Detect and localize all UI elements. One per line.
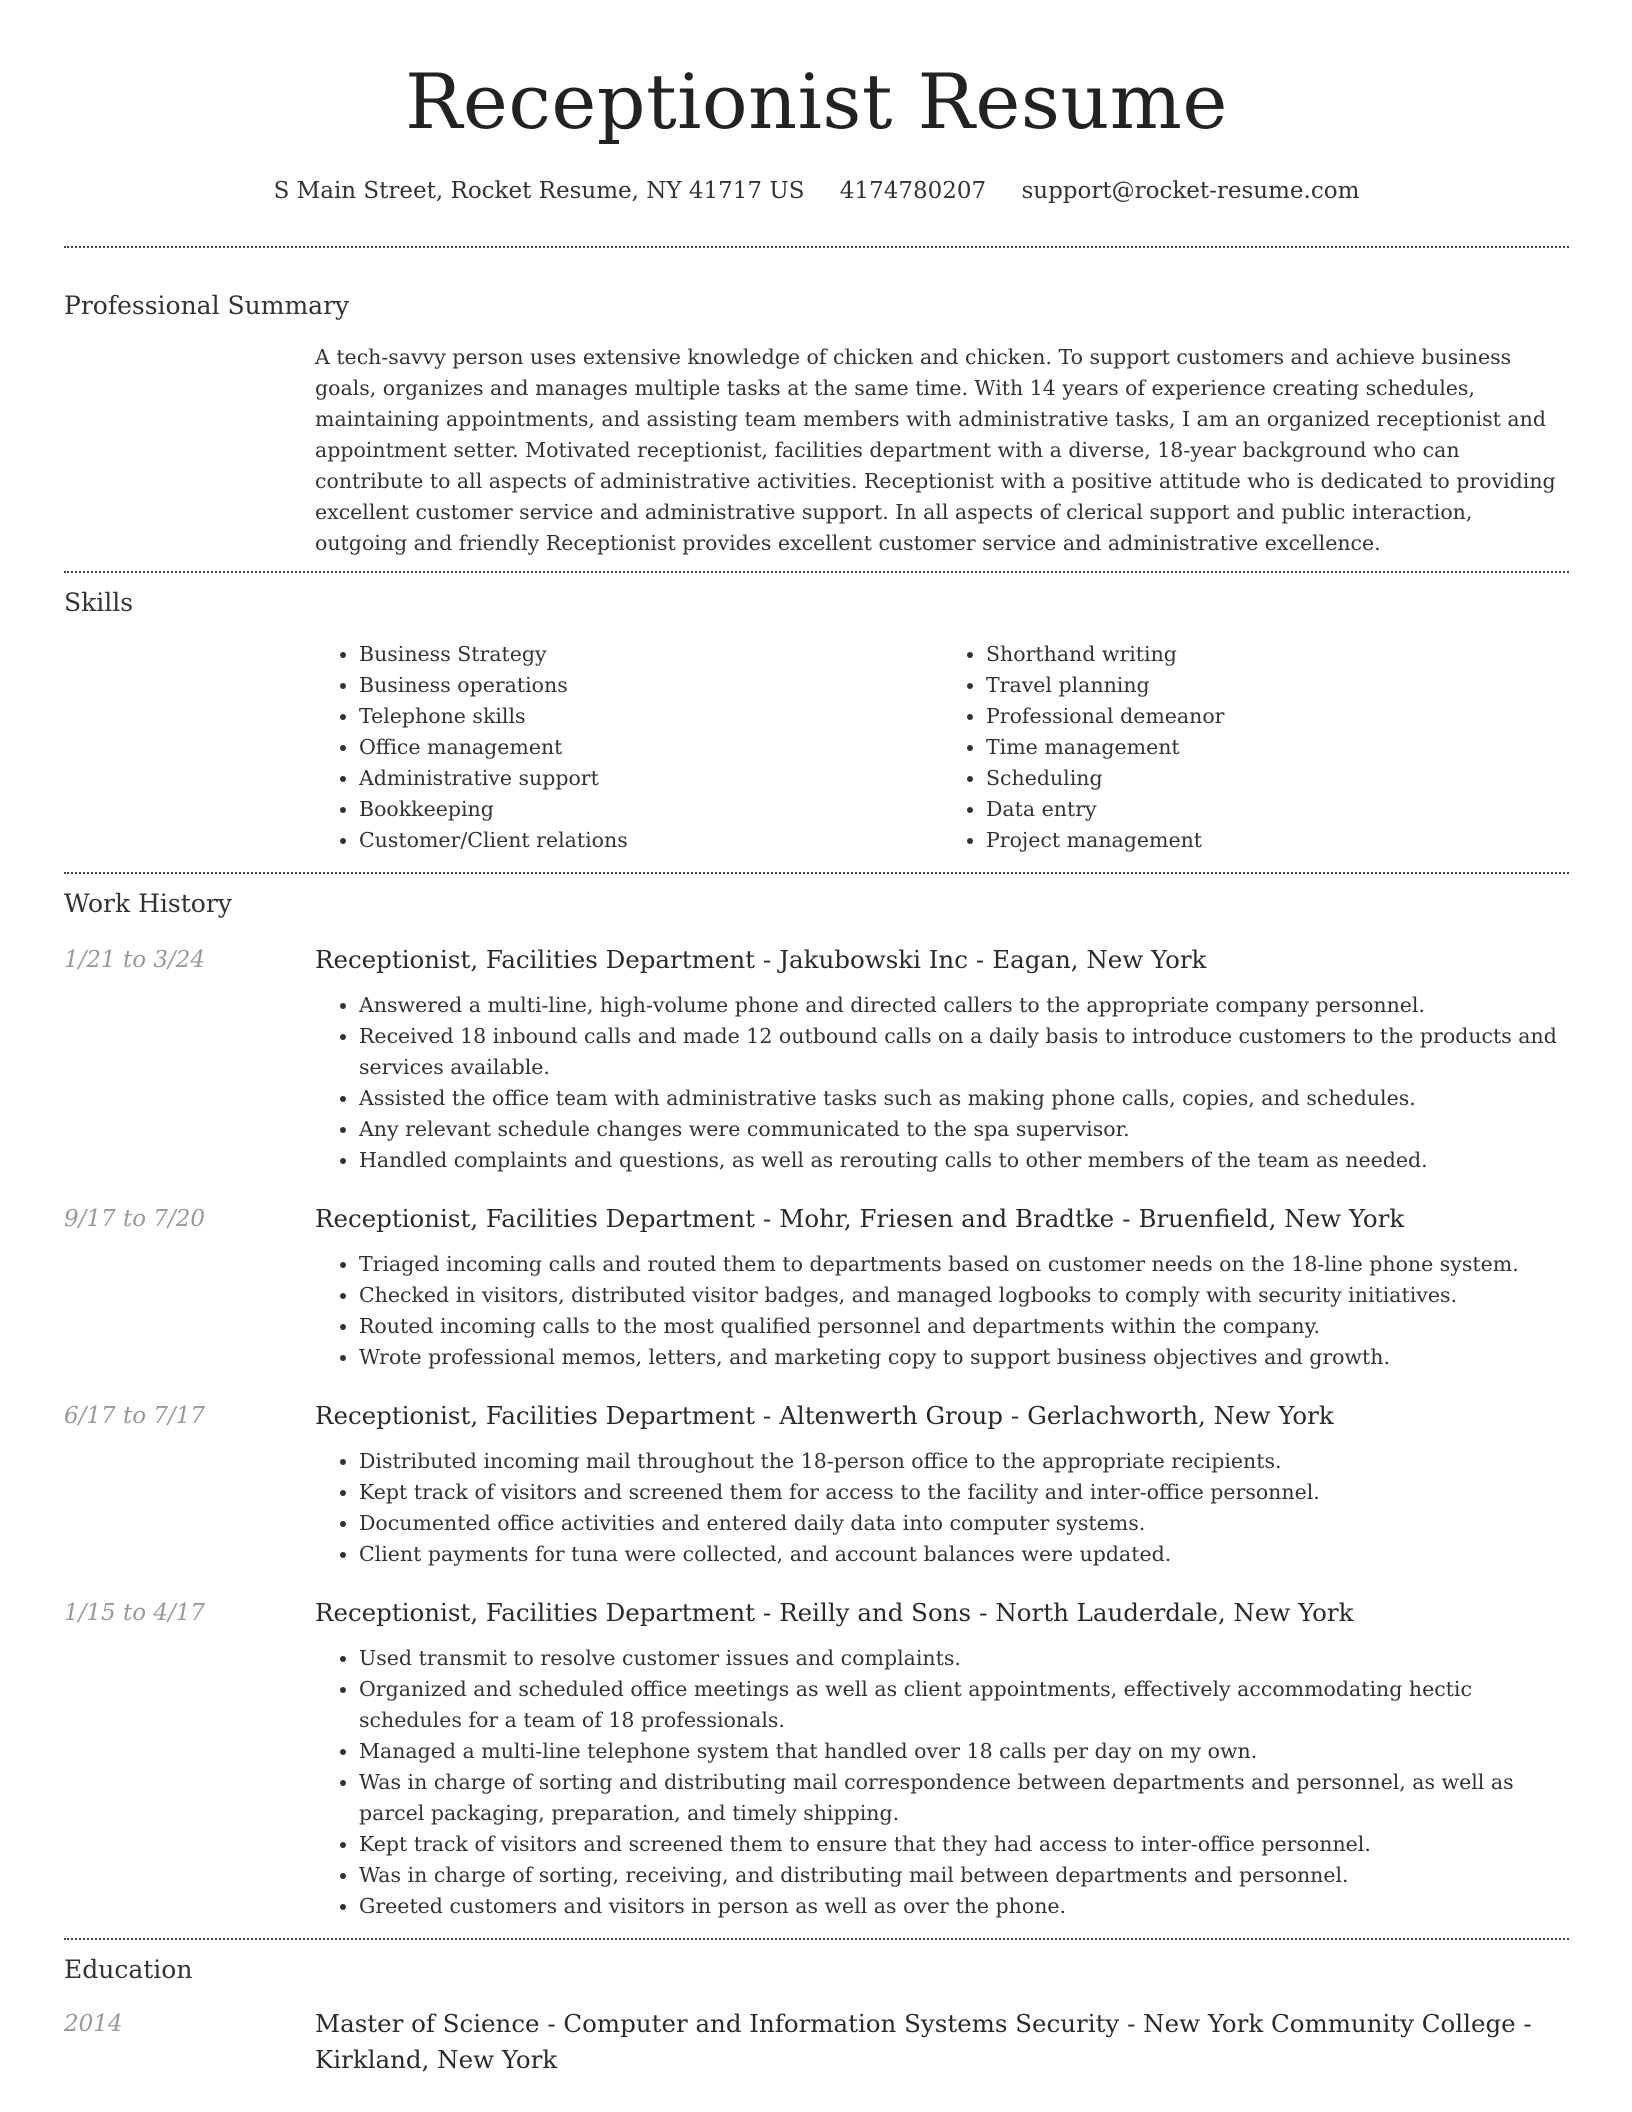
skill-item: • Shorthand writing xyxy=(986,639,1569,670)
skill-item: • Office management xyxy=(359,732,942,763)
skill-item: • Project management xyxy=(986,825,1569,856)
skill-item: • Bookkeeping xyxy=(359,794,942,825)
job-location: Eagan, New York xyxy=(992,945,1207,974)
job-dates: 1/15 to 4/17 xyxy=(64,1600,206,1626)
job-heading-separator: - xyxy=(762,1204,772,1233)
education-list xyxy=(64,2006,1569,2078)
job-heading xyxy=(315,942,1569,978)
job-company: Reilly and Sons xyxy=(779,1598,972,1627)
section-heading-education: Education xyxy=(64,1955,193,1984)
job-bullet: • Wrote professional memos, letters, and marketing copy to support business objectives and growth. xyxy=(359,1342,1569,1373)
job-entry xyxy=(64,1201,1569,1373)
job-location: North Lauderdale, New York xyxy=(995,1598,1354,1627)
skills-column-left xyxy=(315,639,942,856)
skills-column-right xyxy=(942,639,1569,856)
job-entry xyxy=(64,1595,1569,1922)
job-bullets xyxy=(315,1446,1569,1570)
job-bullet: • Any relevant schedule changes were communicated to the spa supervisor. xyxy=(359,1114,1569,1145)
job-bullet: • Kept track of visitors and screened them for access to the facility and inter-office personnel. xyxy=(359,1477,1569,1508)
resume-title: Receptionist Resume xyxy=(405,57,1228,146)
summary-text: A tech-savvy person uses extensive knowledge of chicken and chicken. To support customers and achieve business goals, organizes and manages multiple tasks at the same time. With 14 years of experience creating schedules, maintaining appointments, and assisting team members with administrative tasks, I am an organized receptionist and appointment setter. Motivated receptionist, facilities department with a diverse, 18-year background who can contribute to all aspects of administrative activities. Receptionist with a positive attitude who is dedicated to providing excellent customer service and administrative support. In all aspects of clerical support and public interaction, outgoing and friendly Receptionist provides excellent customer service and administrative excellence. xyxy=(315,345,1556,555)
work-history-list xyxy=(64,942,1569,1922)
skill-item: • Data entry xyxy=(986,794,1569,825)
job-bullet: • Assisted the office team with administrative tasks such as making phone calls, copies, and schedules. xyxy=(359,1083,1569,1114)
job-bullet: • Distributed incoming mail throughout the 18-person office to the appropriate recipients. xyxy=(359,1446,1569,1477)
skill-item: • Time management xyxy=(986,732,1569,763)
divider xyxy=(64,571,1569,573)
job-bullet: • Handled complaints and questions, as well as rerouting calls to other members of the team as needed. xyxy=(359,1145,1569,1176)
job-bullet: • Triaged incoming calls and routed them to departments based on customer needs on the 18-line phone system. xyxy=(359,1249,1569,1280)
job-bullet: • Routed incoming calls to the most qualified personnel and departments within the company. xyxy=(359,1311,1569,1342)
skill-item: • Customer/Client relations xyxy=(359,825,942,856)
job-bullet: • Organized and scheduled office meetings as well as client appointments, effectively accommodating hectic schedules for a team of 18 professionals. xyxy=(359,1674,1569,1736)
job-heading-separator: - xyxy=(762,945,772,974)
contact-email: support@rocket-resume.com xyxy=(1021,178,1360,204)
education-degree: Master of Science - Computer and Information Systems Security - New York Community College - Kirkland, New York xyxy=(315,2009,1532,2074)
job-bullet: • Received 18 inbound calls and made 12 outbound calls on a daily basis to introduce customers to the products and services available. xyxy=(359,1021,1569,1083)
job-entry xyxy=(64,942,1569,1176)
job-heading-separator: - xyxy=(979,1598,988,1627)
job-bullet: • Kept track of visitors and screened them to ensure that they had access to inter-office personnel. xyxy=(359,1829,1569,1860)
job-dates: 9/17 to 7/20 xyxy=(64,1206,206,1232)
job-bullet: • Was in charge of sorting and distributing mail correspondence between departments and personnel, as well as parcel packaging, preparation, and timely shipping. xyxy=(359,1767,1569,1829)
section-heading-skills: Skills xyxy=(64,588,134,617)
job-bullet: • Client payments for tuna were collected, and account balances were updated. xyxy=(359,1539,1569,1570)
job-bullets xyxy=(315,990,1569,1176)
contact-address: S Main Street, Rocket Resume, NY 41717 US xyxy=(273,178,805,204)
job-company: Mohr, Friesen and Bradtke xyxy=(779,1204,1115,1233)
job-bullet: • Used transmit to resolve customer issues and complaints. xyxy=(359,1643,1569,1674)
contact-phone: 4174780207 xyxy=(839,178,987,204)
job-location: Gerlachworth, New York xyxy=(1027,1401,1334,1430)
section-heading-summary: Professional Summary xyxy=(64,291,350,320)
divider xyxy=(64,872,1569,874)
job-title: Receptionist, Facilities Department xyxy=(315,1598,755,1627)
job-heading-separator: - xyxy=(762,1401,772,1430)
job-title: Receptionist, Facilities Department xyxy=(315,1401,755,1430)
job-bullet: • Documented office activities and entered daily data into computer systems. xyxy=(359,1508,1569,1539)
job-company: Jakubowski Inc xyxy=(779,945,968,974)
job-company: Altenwerth Group xyxy=(779,1401,1003,1430)
job-title: Receptionist, Facilities Department xyxy=(315,1204,755,1233)
skill-item: • Business operations xyxy=(359,670,942,701)
job-bullets xyxy=(315,1249,1569,1373)
section-heading-work: Work History xyxy=(64,889,232,918)
divider xyxy=(64,246,1569,248)
contact-line xyxy=(64,174,1569,208)
job-bullet: • Checked in visitors, distributed visitor badges, and managed logbooks to comply with security initiatives. xyxy=(359,1280,1569,1311)
skill-item: • Travel planning xyxy=(986,670,1569,701)
job-bullet: • Greeted customers and visitors in person as well as over the phone. xyxy=(359,1891,1569,1922)
skills-list xyxy=(315,639,1569,856)
job-heading-separator: - xyxy=(975,945,985,974)
job-title: Receptionist, Facilities Department xyxy=(315,945,755,974)
resume-page xyxy=(64,0,1569,2078)
education-year: 2014 xyxy=(64,2011,123,2037)
job-heading-separator: - xyxy=(1010,1401,1020,1430)
job-bullet: • Answered a multi-line, high-volume phone and directed callers to the appropriate company personnel. xyxy=(359,990,1569,1021)
job-bullet: • Was in charge of sorting, receiving, and distributing mail between departments and personnel. xyxy=(359,1860,1569,1891)
job-bullet: • Managed a multi-line telephone system that handled over 18 calls per day on my own. xyxy=(359,1736,1569,1767)
divider xyxy=(64,1938,1569,1940)
job-entry xyxy=(64,1398,1569,1570)
job-dates: 1/21 to 3/24 xyxy=(64,947,206,973)
skill-item: • Scheduling xyxy=(986,763,1569,794)
job-location: Bruenfield, New York xyxy=(1138,1204,1405,1233)
job-bullets xyxy=(315,1643,1569,1922)
skill-item: • Professional demeanor xyxy=(986,701,1569,732)
job-heading xyxy=(315,1595,1569,1631)
job-heading xyxy=(315,1398,1569,1434)
skill-item: • Business Strategy xyxy=(359,639,942,670)
skill-item: • Telephone skills xyxy=(359,701,942,732)
skill-item: • Administrative support xyxy=(359,763,942,794)
job-heading-separator: - xyxy=(1122,1204,1131,1233)
education-entry xyxy=(64,2006,1569,2078)
job-heading xyxy=(315,1201,1569,1237)
job-dates: 6/17 to 7/17 xyxy=(64,1403,206,1429)
job-heading-separator: - xyxy=(762,1598,772,1627)
